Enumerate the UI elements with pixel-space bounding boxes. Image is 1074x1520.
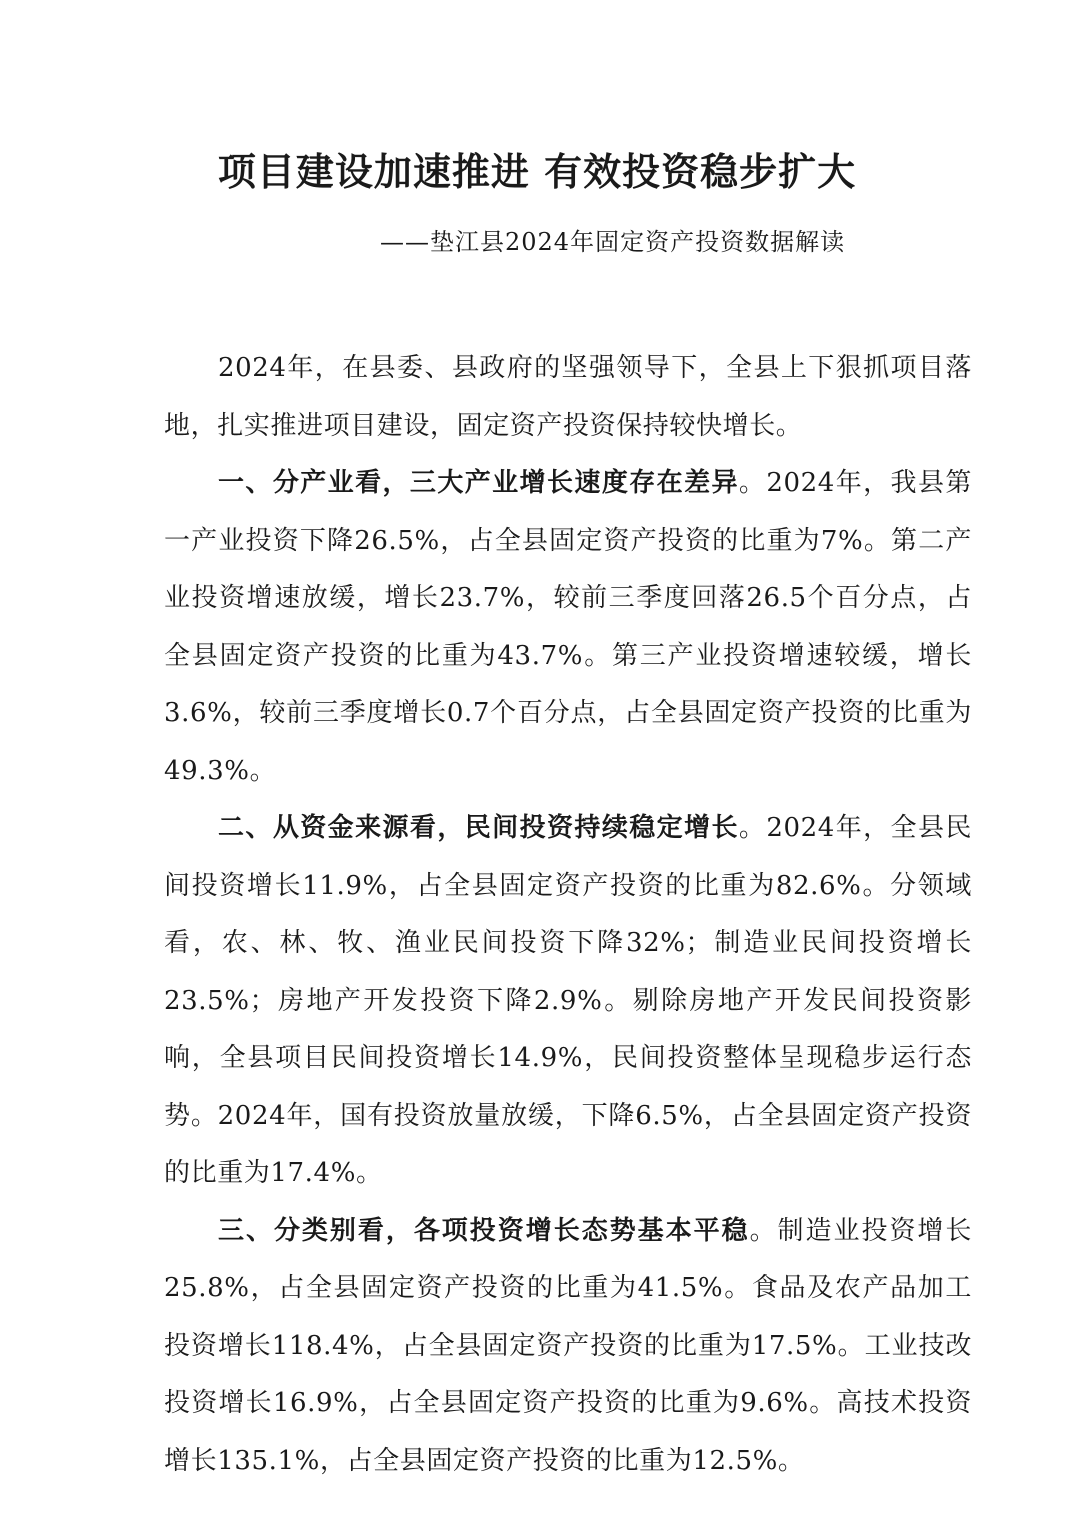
paragraph-category	[164, 1203, 972, 1491]
section-heading-funding-source: 二、从资金来源看，民间投资持续稳定增长	[218, 813, 739, 843]
paragraph-funding-source	[164, 800, 972, 1203]
paragraph-category-text: 。制造业投资增长25.8%，占全县固定资产投资的比重为41.5%。食品及农产品加工投资增长118.4%，占全县固定资产投资的比重为17.5%。工业技改投资增长16.9%，占全县固定资产投资的比重为9.6%。高技术投资增长135.1%，占全县固定资产投资的比重为12.5%。	[164, 1215, 972, 1476]
paragraph-industry-text: 。2024年，我县第一产业投资下降26.5%，占全县固定资产投资的比重为7%。第二产业投资增速放缓，增长23.7%，较前三季度回落26.5个百分点，占全县固定资产投资的比重为43.7%。第三产业投资增速较缓，增长3.6%，较前三季度增长0.7个百分点，占全县固定资产投资的比重为49.3%。	[164, 468, 972, 786]
section-heading-category: 三、分类别看，各项投资增长态势基本平稳	[218, 1215, 750, 1246]
paragraph-intro	[164, 340, 972, 455]
paragraph-intro-text: 2024年，在县委、县政府的坚强领导下，全县上下狠抓项目落地，扎实推进项目建设，固定资产投资保持较快增长。	[164, 353, 972, 441]
paragraph-industry	[164, 455, 972, 800]
paragraph-funding-source-text: 。2024年，全县民间投资增长11.9%，占全县固定资产投资的比重为82.6%。分领域看，农、林、牧、渔业民间投资下降32%；制造业民间投资增长23.5%；房地产开发投资下降2.9%。剔除房地产开发民间投资影响，全县项目民间投资增长14.9%，民间投资整体呈现稳步运行态势。2024年，国有投资放量放缓，下降6.5%，占全县固定资产投资的比重为17.4%。	[164, 813, 972, 1188]
document-subtitle: ——垫江县2024年固定资产投资数据解读	[380, 228, 846, 256]
section-heading-industry: 一、分产业看，三大产业增长速度存在差异	[218, 468, 739, 498]
document-body	[164, 340, 972, 1490]
document-title: 项目建设加速推进 有效投资稳步扩大	[217, 149, 857, 194]
